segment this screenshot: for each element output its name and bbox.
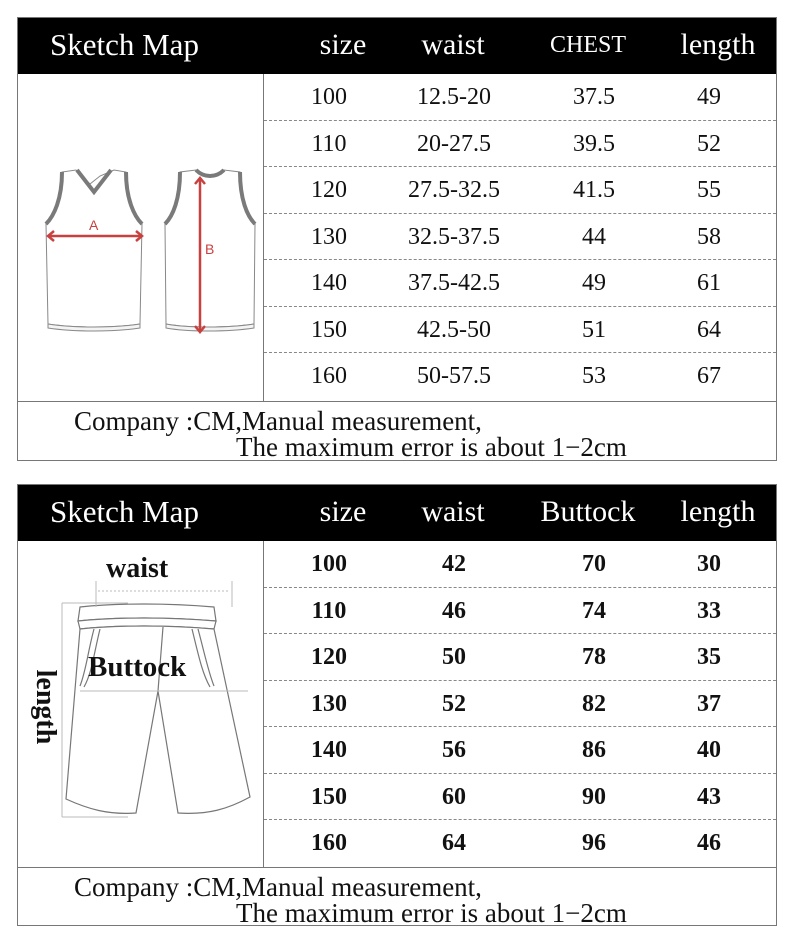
cell-waist: 50 [442, 644, 466, 670]
measurement-note [18, 867, 776, 928]
cell-length: 55 [697, 177, 721, 203]
table-row [264, 74, 776, 121]
note-line-2: The maximum error is about 1−2cm [236, 432, 627, 462]
header-waist: waist [421, 28, 485, 61]
label-a: A [89, 217, 99, 233]
cell-size: 100 [311, 551, 347, 577]
table-row [264, 727, 776, 774]
cell-size: 150 [311, 316, 347, 343]
table-row [264, 121, 776, 168]
header-sketch-map: Sketch Map [50, 494, 199, 529]
label-length: length [30, 669, 61, 745]
cell-size: 130 [311, 223, 347, 250]
cell-size: 110 [311, 130, 347, 157]
cell-size: 120 [311, 644, 347, 670]
label-b: B [205, 241, 215, 257]
cell-chest: 53 [582, 363, 606, 389]
table-row [264, 307, 776, 354]
table-row [264, 774, 776, 821]
table-header [18, 485, 776, 541]
table-row [264, 541, 776, 588]
cell-waist: 52 [442, 690, 466, 717]
header-size: size [319, 495, 367, 528]
size-rows [264, 541, 776, 867]
cell-waist: 60 [442, 783, 466, 810]
cell-length: 61 [697, 270, 721, 296]
cell-length: 30 [697, 551, 721, 577]
cell-size: 160 [311, 830, 347, 856]
table-row [264, 634, 776, 681]
cell-length: 43 [697, 783, 721, 810]
cell-waist: 46 [442, 597, 466, 624]
cell-length: 40 [697, 737, 721, 763]
cell-waist: 12.5-20 [417, 84, 491, 110]
size-rows [264, 74, 776, 401]
cell-size: 150 [311, 783, 347, 810]
cell-length: 33 [697, 597, 721, 624]
header-length: length [680, 495, 756, 528]
cell-buttock: 82 [582, 690, 606, 717]
cell-size: 100 [311, 84, 347, 110]
table-body [18, 74, 776, 401]
cell-size: 120 [311, 177, 347, 203]
cell-buttock: 96 [582, 830, 606, 856]
cell-buttock: 90 [582, 783, 606, 810]
measurement-note [18, 401, 776, 462]
label-buttock: Buttock [88, 651, 187, 683]
table-row [264, 260, 776, 307]
header-sketch-map: Sketch Map [50, 27, 199, 62]
header-buttock: Buttock [540, 495, 636, 528]
table-header [18, 18, 776, 74]
note-line-1: Company :CM,Manual measurement, [74, 406, 482, 436]
header-chest: CHEST [549, 32, 626, 58]
table-row [264, 681, 776, 728]
cell-buttock: 78 [582, 644, 606, 670]
cell-chest: 51 [582, 316, 606, 343]
cell-chest: 41.5 [573, 177, 615, 203]
cell-buttock: 86 [582, 737, 606, 763]
cell-chest: 44 [582, 223, 606, 250]
note-line-1: Company :CM,Manual measurement, [74, 872, 482, 902]
cell-size: 110 [311, 597, 347, 624]
cell-length: 35 [697, 644, 721, 670]
cell-chest: 39.5 [573, 130, 615, 157]
cell-size: 130 [311, 690, 347, 717]
table-row [264, 167, 776, 214]
cell-chest: 49 [582, 270, 606, 296]
header-length: length [680, 28, 756, 61]
cell-length: 64 [697, 316, 721, 343]
note-line-2: The maximum error is about 1−2cm [236, 898, 627, 928]
table-row [264, 820, 776, 867]
header-size: size [319, 28, 367, 61]
cell-length: 46 [697, 830, 721, 856]
cell-length: 58 [697, 223, 721, 250]
jersey-sketch [18, 74, 264, 401]
table-row [264, 353, 776, 400]
table-body [18, 541, 776, 867]
cell-size: 140 [311, 737, 347, 763]
jersey-size-chart [17, 17, 777, 461]
cell-waist: 42 [442, 551, 466, 577]
cell-waist: 42.5-50 [417, 316, 491, 343]
cell-waist: 20-27.5 [417, 130, 491, 157]
cell-waist: 50-57.5 [417, 363, 491, 389]
shorts-sketch [18, 541, 264, 867]
cell-buttock: 70 [582, 551, 606, 577]
cell-length: 49 [697, 84, 721, 110]
table-row [264, 588, 776, 635]
cell-length: 52 [697, 130, 721, 157]
table-row [264, 214, 776, 261]
cell-waist: 27.5-32.5 [408, 177, 500, 203]
cell-waist: 37.5-42.5 [408, 270, 500, 296]
label-waist: waist [106, 553, 169, 584]
cell-size: 160 [311, 363, 347, 389]
cell-length: 67 [697, 363, 721, 389]
shorts-size-chart [17, 484, 777, 926]
cell-waist: 56 [442, 737, 466, 763]
cell-length: 37 [697, 690, 721, 717]
cell-size: 140 [311, 270, 347, 296]
cell-buttock: 74 [582, 597, 606, 624]
header-waist: waist [421, 495, 485, 528]
cell-waist: 32.5-37.5 [408, 223, 500, 250]
cell-chest: 37.5 [573, 84, 615, 110]
jersey-illustration-icon [18, 74, 264, 401]
cell-waist: 64 [442, 830, 466, 856]
